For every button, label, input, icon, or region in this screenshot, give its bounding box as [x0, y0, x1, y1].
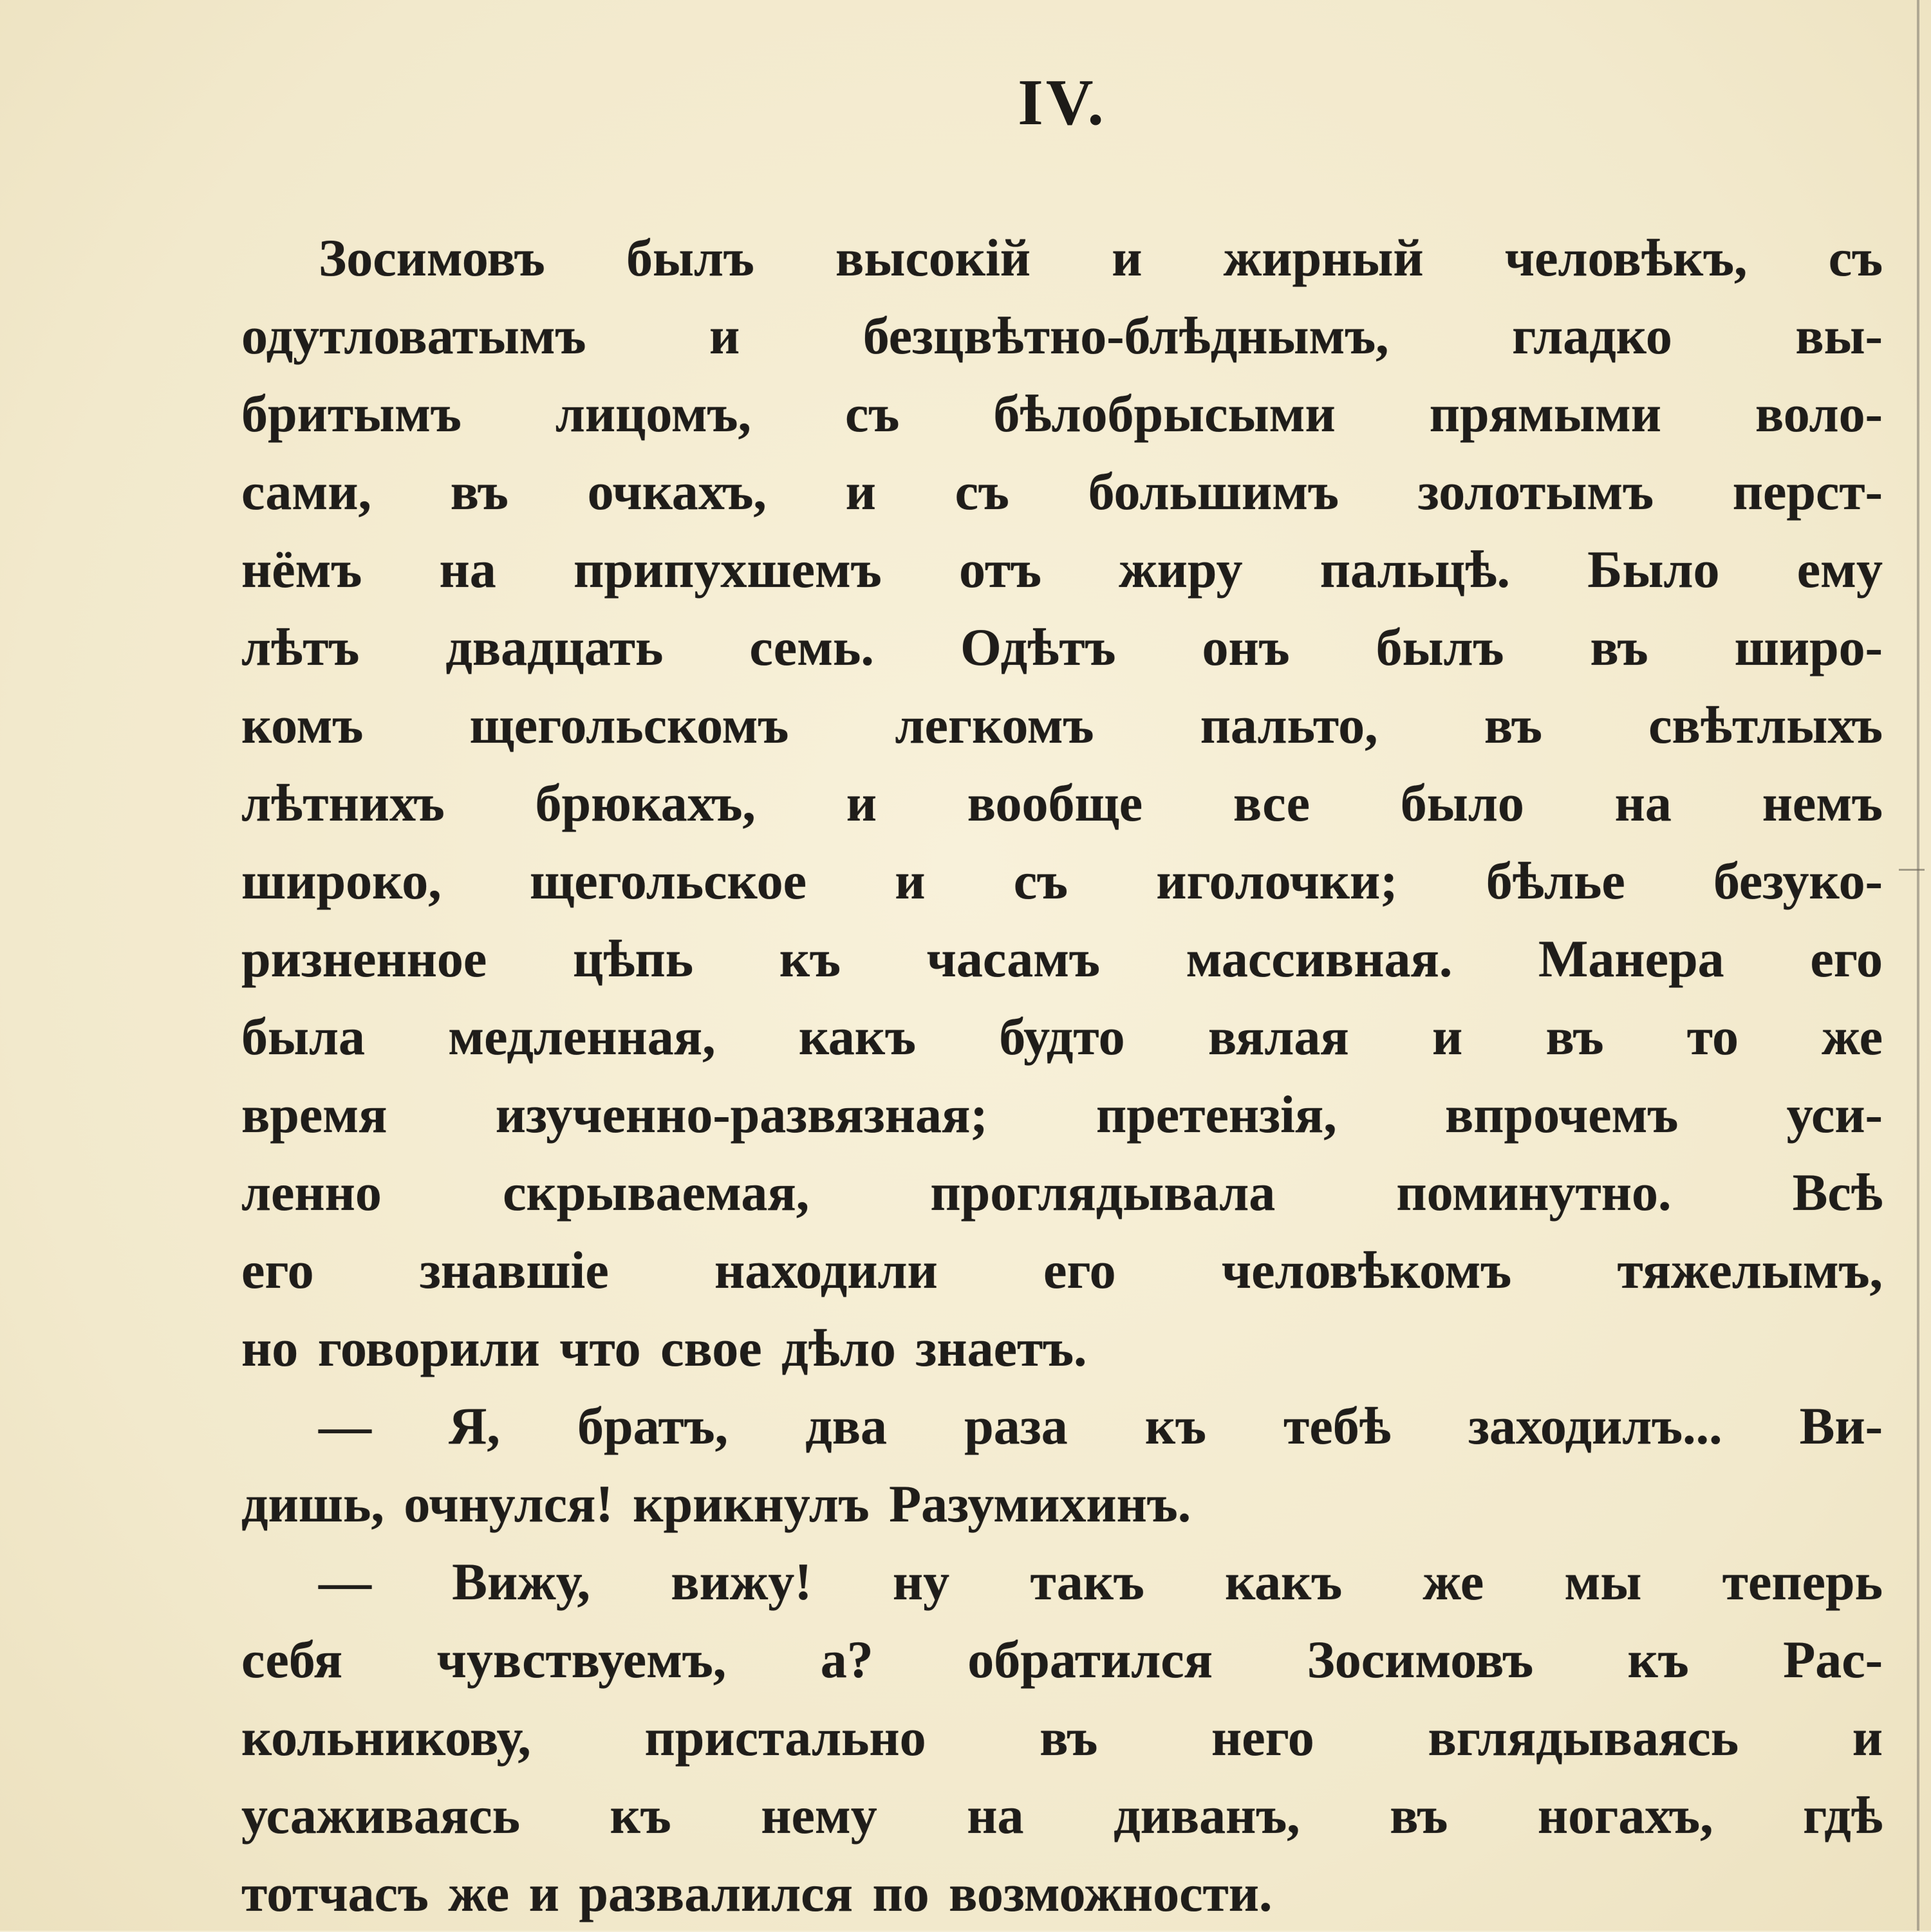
- text-line: была медленная, какъ будто вялая и въ то же: [241, 1007, 1883, 1066]
- text-line: широко, щегольское и съ иголочки; бѣлье безуко-: [241, 851, 1883, 910]
- text-line: время изученно-развязная; претензія, впрочемъ уси-: [241, 1085, 1883, 1144]
- dialogue-line: — Вижу, вижу! ну такъ какъ же мы теперь: [319, 1552, 1883, 1611]
- text-line: ленно скрываемая, проглядывала поминутно. Всѣ: [241, 1163, 1883, 1221]
- chapter-number: IV.: [1018, 66, 1106, 139]
- text-line: его знавшіе находили его человѣкомъ тяжелымъ,: [241, 1241, 1883, 1299]
- text-line: ризненное цѣпь къ часамъ массивная. Манера его: [241, 929, 1883, 988]
- text-line: лѣтъ двадцать семь. Одѣтъ онъ былъ въ широ-: [241, 618, 1883, 676]
- text-line: но говорили что свое дѣло знаетъ.: [241, 1319, 1087, 1377]
- chapter-text: [241, 219, 1883, 1932]
- page-edge-rule: [1917, 0, 1919, 1931]
- margin-tick-mark: [1899, 869, 1925, 871]
- text-line: кольникову, пристально въ него вглядываясь и: [241, 1708, 1883, 1767]
- text-line: усаживаясь къ нему на диванъ, въ ногахъ, гдѣ: [241, 1786, 1883, 1844]
- text-line: нёмъ на припухшемъ отъ жиру пальцѣ. Было ему: [241, 540, 1883, 599]
- text-line: комъ щегольскомъ легкомъ пальто, въ свѣтлыхъ: [241, 696, 1883, 754]
- text-line: себя чувствуемъ, а? обратился Зосимовъ къ Рас-: [241, 1630, 1883, 1689]
- text-line: лѣтнихъ брюкахъ, и вообще все было на немъ: [241, 774, 1883, 832]
- dialogue-line: дишь, очнулся! крикнулъ Разумихинъ.: [241, 1474, 1191, 1533]
- text-line: одутловатымъ и безцвѣтно-блѣднымъ, гладко вы-: [241, 306, 1883, 365]
- dialogue-line: — Я, братъ, два раза къ тебѣ заходилъ... Ви-: [319, 1397, 1883, 1455]
- text-line: тотчасъ же и развалился по возможности.: [241, 1864, 1273, 1922]
- text-line: сами, въ очкахъ, и съ большимъ золотымъ перст-: [241, 462, 1883, 521]
- text-line: Зосимовъ былъ высокій и жирный человѣкъ, съ: [319, 228, 1883, 287]
- text-line: бритымъ лицомъ, съ бѣлобрысыми прямыми воло-: [241, 384, 1883, 443]
